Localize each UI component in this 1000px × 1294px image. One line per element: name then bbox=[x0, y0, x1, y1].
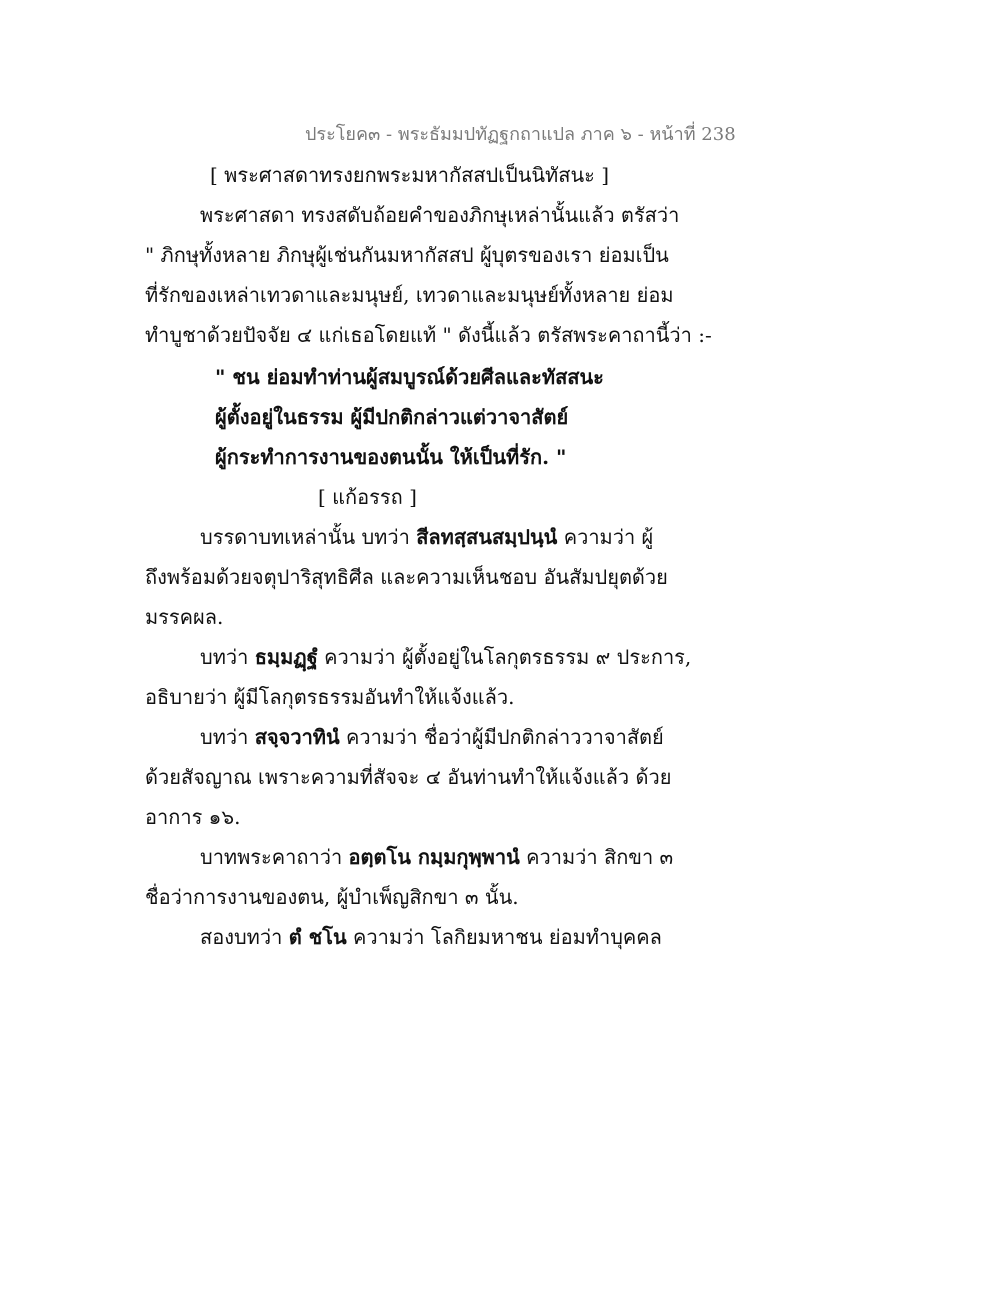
paragraph-4-prefix: บาทพระคาถาว่า bbox=[200, 845, 349, 869]
paragraph-5-suffix: ความว่า โลกิยมหาชน ย่อมทำบุคคล bbox=[346, 925, 662, 949]
paragraph-1-prefix: บรรดาบทเหล่านั้น บทว่า bbox=[200, 525, 417, 549]
paragraph-5-prefix: สองบทว่า bbox=[200, 925, 289, 949]
paragraph-2-suffix: ความว่า ผู้ตั้งอยู่ในโลกุตรธรรม ๙ ประการ, bbox=[317, 645, 692, 669]
paragraph-5-line-1 bbox=[200, 922, 662, 952]
paragraph-1-suffix: ความว่า ผู้ bbox=[557, 525, 654, 549]
running-header: ประโยค๓ - พระธัมมปทัฏฐกถาแปล ภาค ๖ - หน้าที่ 238 bbox=[305, 124, 736, 145]
commentary-heading: [ แก้อรรถ ] bbox=[318, 485, 417, 509]
paragraph-1-line-2: ถึงพร้อมด้วยจตุปาริสุทธิศีล และความเห็นชอบ อันสัมปยุตด้วย bbox=[145, 565, 668, 589]
verse-line-3: ผู้กระทำการงานของตนนั้น ให้เป็นที่รัก. " bbox=[215, 445, 567, 469]
paragraph-1-line-1 bbox=[200, 522, 653, 552]
paragraph-2-line-2: อธิบายว่า ผู้มีโลกุตรธรรมอันทำให้แจ้งแล้ว. bbox=[145, 685, 515, 709]
paragraph-2-prefix: บทว่า bbox=[200, 645, 255, 669]
paragraph-1-pali-term: สีลทสฺสนสมฺปนฺนํ bbox=[416, 525, 558, 549]
paragraph-3-line-2: ด้วยสัจญาณ เพราะความที่สัจจะ ๔ อันท่านทำให้แจ้งแล้ว ด้วย bbox=[145, 765, 672, 789]
paragraph-4-suffix: ความว่า สิกขา ๓ bbox=[519, 845, 674, 869]
verse-line-1: " ชน ย่อมทำท่านผู้สมบูรณ์ด้วยศีลและทัสสนะ bbox=[215, 365, 604, 389]
verse-line-2: ผู้ตั้งอยู่ในธรรม ผู้มีปกติกล่าวแต่วาจาสัตย์ bbox=[215, 405, 569, 429]
intro-line-3: ที่รักของเหล่าเทวดาและมนุษย์, เทวดาและมนุษย์ทั้งหลาย ย่อม bbox=[145, 283, 674, 307]
paragraph-3-line-3: อาการ ๑๖. bbox=[145, 805, 241, 829]
paragraph-2-pali-term: ธมฺมฏฺฐํ bbox=[254, 645, 318, 669]
paragraph-3-suffix: ความว่า ชื่อว่าผู้มีปกติกล่าววาจาสัตย์ bbox=[339, 725, 664, 749]
paragraph-1-line-3: มรรคผล. bbox=[145, 605, 224, 629]
paragraph-5-pali-term: ตํ ชโน bbox=[288, 925, 347, 949]
intro-line-4: ทำบูชาด้วยปัจจัย ๔ แก่เธอโดยแท้ " ดังนี้แล้ว ตรัสพระคาถานี้ว่า :- bbox=[145, 323, 712, 347]
paragraph-3-pali-term: สจฺจวาทินํ bbox=[254, 725, 340, 749]
intro-line-2: " ภิกษุทั้งหลาย ภิกษุผู้เช่นกันมหากัสสป ผู้บุตรของเรา ย่อมเป็น bbox=[145, 243, 669, 267]
paragraph-4-pali-term: อตฺตโน กมฺมกุพฺพานํ bbox=[348, 845, 520, 869]
paragraph-4-line-2: ชื่อว่าการงานของตน, ผู้บำเพ็ญสิกขา ๓ นั้น. bbox=[145, 885, 519, 909]
paragraph-3-line-1 bbox=[200, 722, 664, 752]
paragraph-2-line-1 bbox=[200, 642, 691, 672]
section-heading: [ พระศาสดาทรงยกพระมหากัสสปเป็นนิทัสนะ ] bbox=[210, 163, 610, 187]
paragraph-4-line-1 bbox=[200, 842, 673, 872]
paragraph-3-prefix: บทว่า bbox=[200, 725, 255, 749]
intro-line-1: พระศาสดา ทรงสดับถ้อยคำของภิกษุเหล่านั้นแล้ว ตรัสว่า bbox=[200, 203, 680, 227]
